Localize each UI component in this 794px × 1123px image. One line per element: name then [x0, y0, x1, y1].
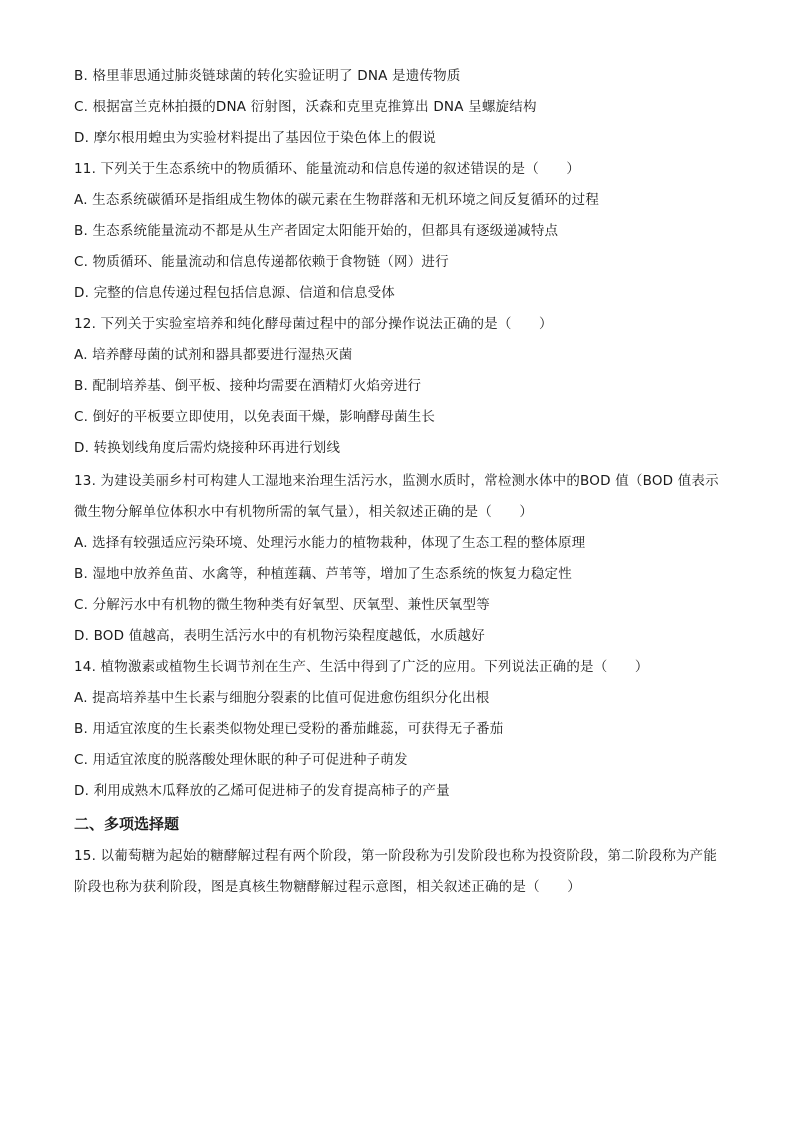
option-13b: B. 湿地中放养鱼苗、水禽等，种植莲藕、芦苇等，增加了生态系统的恢复力稳定性 [74, 566, 572, 582]
question-13-stem-line2: 微生物分解单位体积水中有机物所需的氧气量），相关叙述正确的是（ ） [74, 504, 534, 520]
question-12-stem: 12. 下列关于实验室培养和纯化酵母菌过程中的部分操作说法正确的是（ ） [74, 316, 553, 332]
option-12a: A. 培养酵母菌的试剂和器具都要进行湿热灭菌 [74, 347, 353, 363]
option-10c: C. 根据富兰克林拍摄的DNA 衍射图，沃森和克里克推算出 DNA 呈螺旋结构 [74, 99, 537, 115]
option-10d: D. 摩尔根用蝗虫为实验材料提出了基因位于染色体上的假说 [74, 130, 437, 146]
option-11a: A. 生态系统碳循环是指组成生物体的碳元素在生物群落和无机环境之间反复循环的过程 [74, 192, 600, 208]
question-11-stem: 11. 下列关于生态系统中的物质循环、能量流动和信息传递的叙述错误的是（ ） [74, 161, 581, 177]
option-13a: A. 选择有较强适应污染环境、处理污水能力的植物栽种，体现了生态工程的整体原理 [74, 535, 586, 551]
option-14d: D. 利用成熟木瓜释放的乙烯可促进柿子的发育提高柿子的产量 [74, 783, 450, 799]
option-11d: D. 完整的信息传递过程包括信息源、信道和信息受体 [74, 285, 395, 301]
option-12d: D. 转换划线角度后需灼烧接种环再进行划线 [74, 440, 341, 456]
option-11c: C. 物质循环、能量流动和信息传递都依赖于食物链（网）进行 [74, 254, 449, 270]
question-15-stem-line1: 15. 以葡萄糖为起始的糖酵解过程有两个阶段，第一阶段称为引发阶段也称为投资阶段，第二阶段称为产能 [74, 848, 718, 864]
option-13c: C. 分解污水中有机物的微生物种类有好氧型、厌氧型、兼性厌氧型等 [74, 597, 490, 613]
option-12b: B. 配制培养基、倒平板、接种均需要在酒精灯火焰旁进行 [74, 378, 422, 394]
section-heading-multiple-choice: 二、多项选择题 [74, 815, 180, 833]
question-14-stem: 14. 植物激素或植物生长调节剂在生产、生活中得到了广泛的应用。下列说法正确的是（ ） [74, 659, 649, 675]
option-11b: B. 生态系统能量流动不都是从生产者固定太阳能开始的，但都具有逐级递减特点 [74, 223, 559, 239]
option-13d: D. BOD 值越高，表明生活污水中的有机物污染程度越低，水质越好 [74, 628, 485, 644]
question-13-stem-line1: 13. 为建设美丽乡村可构建人工湿地来治理生活污水，监测水质时，常检测水体中的BOD 值（BOD 值表示 [74, 473, 719, 489]
option-12c: C. 倒好的平板要立即使用，以免表面干燥，影响酵母菌生长 [74, 409, 436, 425]
question-15-stem-line2: 阶段也称为获利阶段，图是真核生物糖酵解过程示意图，相关叙述正确的是（ ） [74, 879, 581, 895]
option-14b: B. 用适宜浓度的生长素类似物处理已受粉的番茄雌蕊，可获得无子番茄 [74, 721, 504, 737]
option-14a: A. 提高培养基中生长素与细胞分裂素的比值可促进愈伤组织分化出根 [74, 690, 490, 706]
option-14c: C. 用适宜浓度的脱落酸处理休眠的种子可促进种子萌发 [74, 752, 408, 768]
option-10b: B. 格里菲思通过肺炎链球菌的转化实验证明了 DNA 是遗传物质 [74, 68, 461, 84]
